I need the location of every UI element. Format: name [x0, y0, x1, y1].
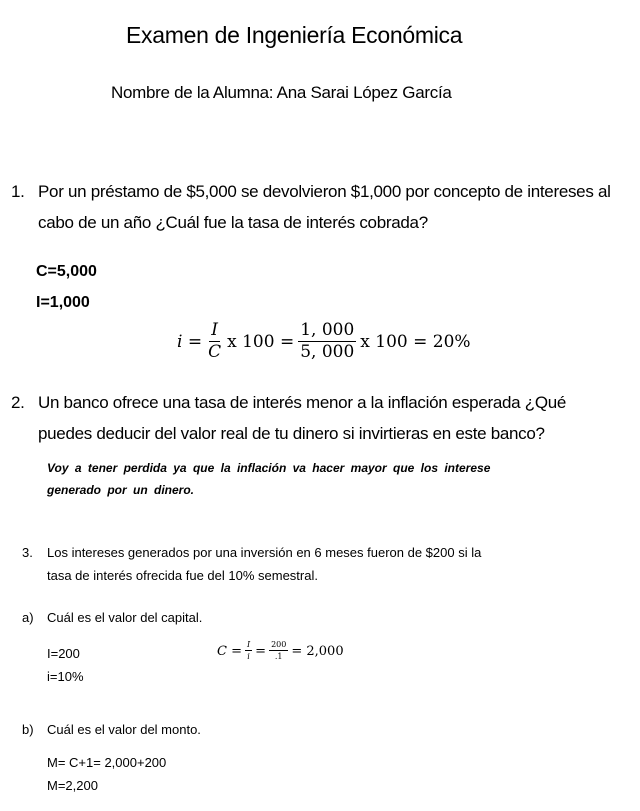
q3a-eq-frac2-num: 200	[271, 640, 287, 649]
q1-eq-frac1-den: C	[208, 342, 222, 362]
student-name: Nombre de la Alumna: Ana Sarai López García	[111, 83, 452, 102]
q1-eq-mid: x 100 =	[227, 331, 295, 352]
q3a-equation	[217, 641, 344, 661]
q3b-label: b)	[22, 722, 34, 737]
q3b-line2: M=2,200	[47, 778, 98, 793]
q3a-eq-mid: =	[255, 643, 267, 659]
q1-eq-rhs: x 100 = 20%	[360, 331, 471, 352]
q3a-text: Cuál es el valor del capital.	[47, 610, 203, 625]
q1-equation	[177, 322, 471, 361]
q1-eq-frac2-num: 1, 000	[300, 320, 355, 340]
q2-line1: Un banco ofrece una tasa de interés menor a la inflación esperada ¿Qué	[38, 393, 567, 412]
q3a-label: a)	[22, 610, 34, 625]
q3-number: 3.	[22, 545, 33, 560]
q1-number: 1.	[11, 182, 25, 201]
q1-line2: cabo de un año ¿Cuál fue la tasa de interés cobrada?	[38, 213, 428, 232]
q1-eq-lhs: i =	[177, 331, 203, 352]
q1-given-capital: C=5,000	[36, 263, 97, 280]
q3a-eq-rhs: = 2,000	[291, 643, 344, 659]
q3a-eq-frac1-num: I	[246, 640, 251, 649]
q1-eq-frac1-num: I	[211, 320, 218, 340]
q3a-given-interest: I=200	[47, 646, 80, 661]
q3a-given-rate: i=10%	[47, 669, 84, 684]
q3a-eq-lhs: C =	[217, 643, 242, 659]
q1-line1: Por un préstamo de $5,000 se devolvieron $1,000 por concepto de intereses al	[38, 182, 611, 201]
q2-line2: puedes deducir del valor real de tu dinero si invirtieras en este banco?	[38, 424, 545, 443]
q3-line1: Los intereses generados por una inversión en 6 meses fueron de $200 si la	[47, 545, 482, 560]
q3a-eq-frac1	[245, 641, 252, 661]
q2-answer-line2: generado por un dinero.	[47, 483, 195, 497]
q3-line2: tasa de interés ofrecida fue del 10% semestral.	[47, 568, 318, 583]
q1-given-interest: I=1,000	[36, 294, 90, 311]
q1-eq-frac2	[298, 322, 356, 361]
q1-eq-frac1	[206, 322, 223, 361]
q2-answer-line1: Voy a tener perdida ya que la inflación va hacer mayor que los interese	[47, 461, 491, 475]
q3a-eq-frac2-den: .1	[274, 652, 283, 661]
exam-title: Examen de Ingeniería Económica	[126, 22, 463, 48]
q3b-line1: M= C+1= 2,000+200	[47, 755, 167, 770]
q2-number: 2.	[11, 393, 25, 412]
q3b-text: Cuál es el valor del monto.	[47, 722, 201, 737]
q3a-eq-frac2	[269, 641, 288, 661]
q1-eq-frac2-den: 5, 000	[300, 342, 355, 362]
q3a-eq-frac1-den: i	[247, 652, 250, 661]
